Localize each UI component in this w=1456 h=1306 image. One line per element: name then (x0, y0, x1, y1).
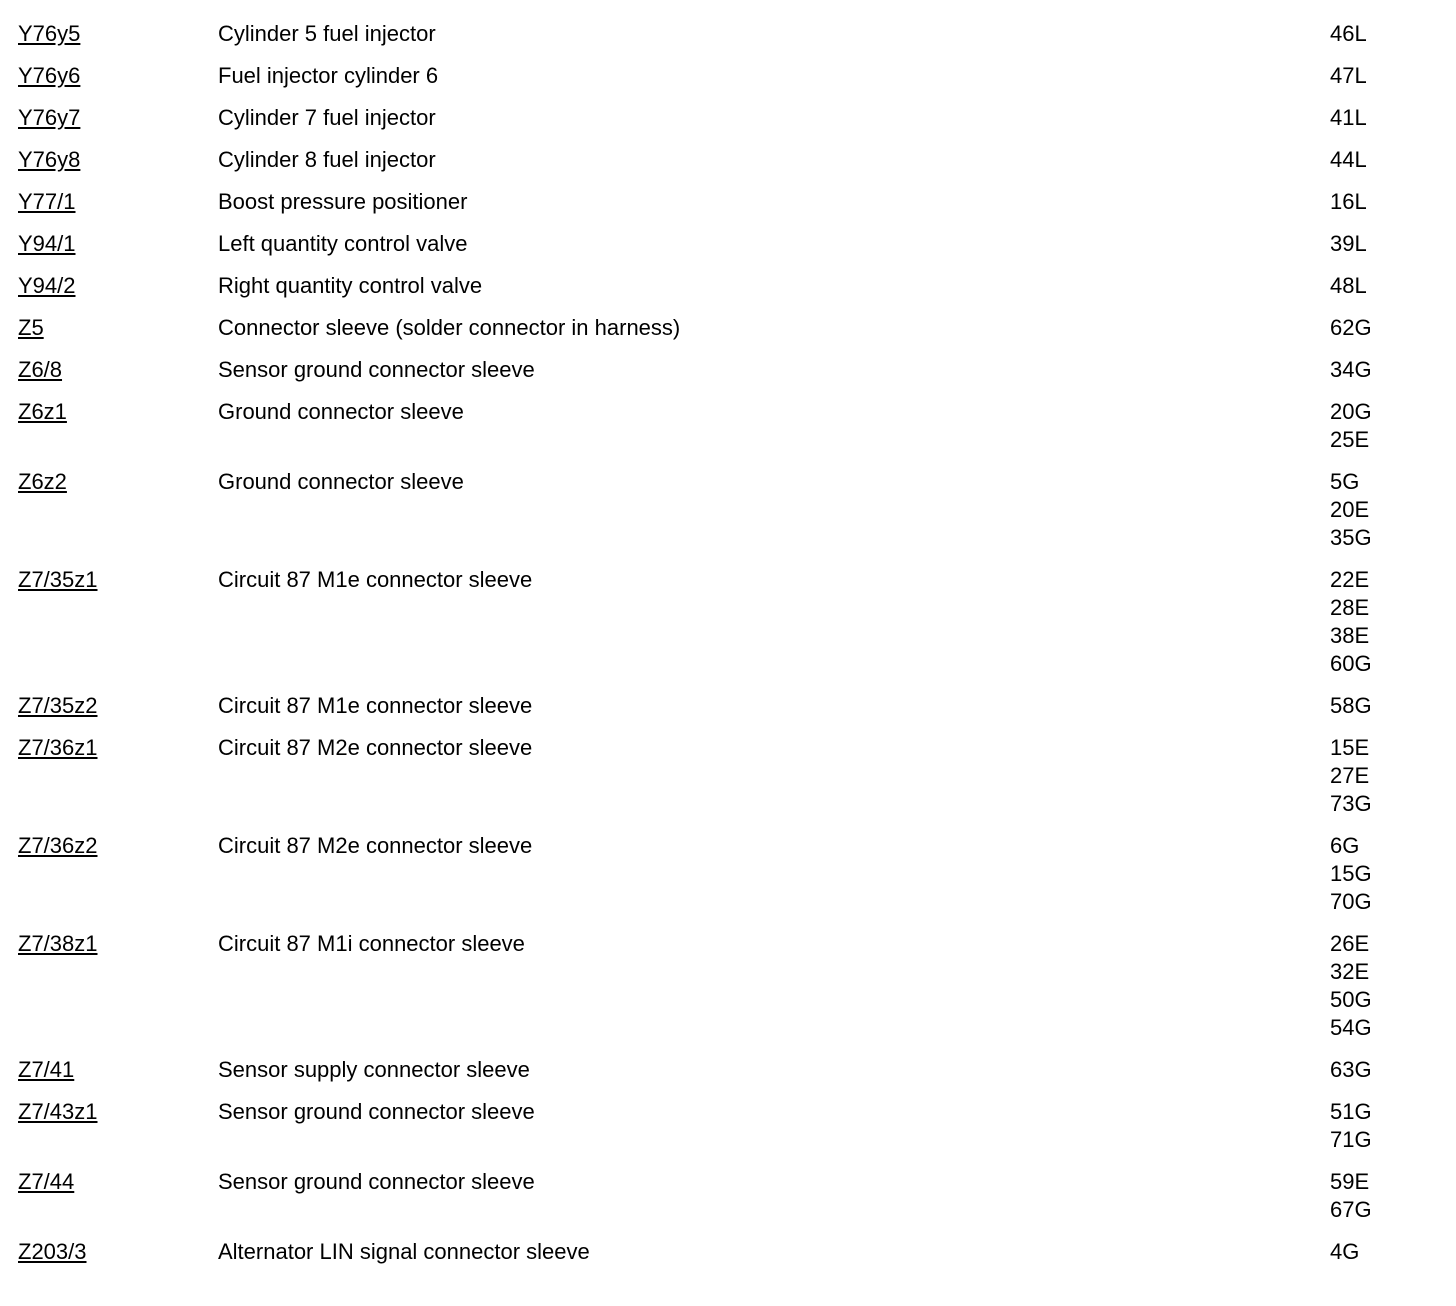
component-code-link[interactable]: Z6z1 (18, 399, 67, 424)
grid-location: 50G (1330, 987, 1372, 1012)
grid-location-list (1330, 930, 1372, 1042)
grid-location: 54G (1330, 1015, 1372, 1040)
grid-location: 59E (1330, 1169, 1370, 1194)
legend-row (18, 146, 1438, 174)
component-legend-list (18, 20, 1438, 1280)
component-description: Fuel injector cylinder 6 (218, 63, 439, 88)
legend-row (18, 230, 1438, 258)
grid-location-list (1330, 398, 1372, 454)
grid-location-list (1330, 468, 1372, 552)
component-code-link[interactable]: Z203/3 (18, 1239, 87, 1264)
grid-location: 41L (1330, 105, 1367, 130)
grid-location: 63G (1330, 1057, 1372, 1082)
component-description: Circuit 87 M2e connector sleeve (218, 833, 533, 858)
grid-location: 51G (1330, 1099, 1372, 1124)
component-code-link[interactable]: Y76y6 (18, 63, 81, 88)
grid-location-list (1330, 230, 1367, 258)
grid-location: 62G (1330, 315, 1372, 340)
component-description: Ground connector sleeve (218, 469, 464, 494)
component-description: Cylinder 5 fuel injector (218, 21, 436, 46)
component-code-link[interactable]: Y76y7 (18, 105, 81, 130)
legend-row (18, 1056, 1438, 1084)
grid-location: 34G (1330, 357, 1372, 382)
grid-location: 4G (1330, 1239, 1360, 1264)
grid-location: 73G (1330, 791, 1372, 816)
component-description: Ground connector sleeve (218, 399, 464, 424)
grid-location-list (1330, 692, 1372, 720)
grid-location-list (1330, 1098, 1372, 1154)
grid-location: 28E (1330, 595, 1370, 620)
legend-row (18, 188, 1438, 216)
grid-location-list (1330, 356, 1372, 384)
grid-location: 20E (1330, 497, 1370, 522)
grid-location-list (1330, 734, 1372, 818)
component-code-link[interactable]: Y76y8 (18, 147, 81, 172)
component-code-link[interactable]: Z7/44 (18, 1169, 75, 1194)
grid-location-list (1330, 146, 1367, 174)
grid-location: 15G (1330, 861, 1372, 886)
component-code-link[interactable]: Z7/36z2 (18, 833, 98, 858)
component-code-link[interactable]: Y94/1 (18, 231, 76, 256)
grid-location: 44L (1330, 147, 1367, 172)
grid-location: 16L (1330, 189, 1367, 214)
legend-row (18, 104, 1438, 132)
grid-location-list (1330, 1168, 1372, 1224)
grid-location: 58G (1330, 693, 1372, 718)
grid-location: 60G (1330, 651, 1372, 676)
grid-location-list (1330, 1238, 1359, 1266)
component-description: Left quantity control valve (218, 231, 468, 256)
legend-row (18, 566, 1438, 678)
legend-row (18, 692, 1438, 720)
legend-row (18, 1168, 1438, 1224)
grid-location: 6G (1330, 833, 1360, 858)
component-description: Circuit 87 M2e connector sleeve (218, 735, 533, 760)
component-code-link[interactable]: Z6/8 (18, 357, 63, 382)
grid-location: 67G (1330, 1197, 1372, 1222)
grid-location: 35G (1330, 525, 1372, 550)
component-code-link[interactable]: Y94/2 (18, 273, 76, 298)
grid-location: 48L (1330, 273, 1367, 298)
component-code-link[interactable]: Z5 (18, 315, 44, 340)
grid-location: 22E (1330, 567, 1370, 592)
grid-location: 20G (1330, 399, 1372, 424)
component-code-link[interactable]: Z7/36z1 (18, 735, 98, 760)
grid-location-list (1330, 62, 1367, 90)
grid-location-list (1330, 566, 1372, 678)
component-description: Sensor ground connector sleeve (218, 1169, 535, 1194)
component-description: Sensor ground connector sleeve (218, 1099, 535, 1124)
component-description: Sensor ground connector sleeve (218, 357, 535, 382)
component-code-link[interactable]: Y76y5 (18, 21, 81, 46)
component-description: Cylinder 8 fuel injector (218, 147, 436, 172)
grid-location: 46L (1330, 21, 1367, 46)
legend-row (18, 930, 1438, 1042)
component-code-link[interactable]: Z6z2 (18, 469, 67, 494)
grid-location-list (1330, 188, 1367, 216)
grid-location: 71G (1330, 1127, 1372, 1152)
component-description: Circuit 87 M1e connector sleeve (218, 693, 533, 718)
legend-row (18, 272, 1438, 300)
legend-row (18, 356, 1438, 384)
grid-location-list (1330, 272, 1367, 300)
component-code-link[interactable]: Z7/35z1 (18, 567, 98, 592)
component-code-link[interactable]: Z7/43z1 (18, 1099, 98, 1124)
component-description: Right quantity control valve (218, 273, 483, 298)
grid-location-list (1330, 20, 1367, 48)
grid-location: 38E (1330, 623, 1370, 648)
component-code-link[interactable]: Z7/41 (18, 1057, 75, 1082)
grid-location-list (1330, 104, 1367, 132)
component-description: Alternator LIN signal connector sleeve (218, 1239, 590, 1264)
legend-row (18, 832, 1438, 916)
grid-location-list (1330, 832, 1372, 916)
component-code-link[interactable]: Z7/38z1 (18, 931, 98, 956)
component-description: Circuit 87 M1i connector sleeve (218, 931, 525, 956)
grid-location-list (1330, 314, 1372, 342)
grid-location-list (1330, 1056, 1372, 1084)
component-code-link[interactable]: Y77/1 (18, 189, 76, 214)
grid-location: 39L (1330, 231, 1367, 256)
legend-row (18, 314, 1438, 342)
component-description: Connector sleeve (solder connector in harness) (218, 315, 681, 340)
legend-row (18, 1098, 1438, 1154)
legend-row (18, 468, 1438, 552)
legend-row (18, 398, 1438, 454)
grid-location: 70G (1330, 889, 1372, 914)
legend-row (18, 1238, 1438, 1266)
component-description: Sensor supply connector sleeve (218, 1057, 530, 1082)
legend-row (18, 62, 1438, 90)
grid-location: 25E (1330, 427, 1370, 452)
component-description: Boost pressure positioner (218, 189, 468, 214)
grid-location: 32E (1330, 959, 1370, 984)
component-code-link[interactable]: Z7/35z2 (18, 693, 98, 718)
grid-location: 5G (1330, 469, 1360, 494)
legend-row (18, 734, 1438, 818)
legend-row (18, 20, 1438, 48)
grid-location: 47L (1330, 63, 1367, 88)
component-description: Cylinder 7 fuel injector (218, 105, 436, 130)
component-description: Circuit 87 M1e connector sleeve (218, 567, 533, 592)
grid-location: 15E (1330, 735, 1370, 760)
grid-location: 26E (1330, 931, 1370, 956)
grid-location: 27E (1330, 763, 1370, 788)
